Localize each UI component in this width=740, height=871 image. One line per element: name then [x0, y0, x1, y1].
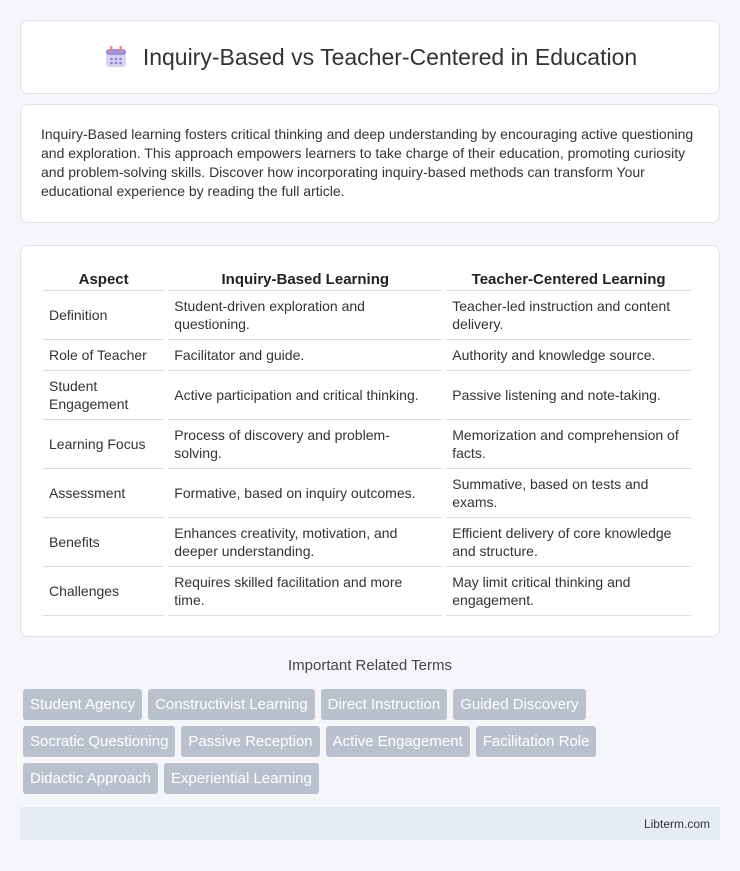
header: [103, 44, 637, 71]
teacher-cell: Teacher-led instruction and content delivery.: [446, 291, 691, 340]
table-row: [43, 291, 691, 340]
inquiry-cell: Formative, based on inquiry outcomes.: [168, 469, 442, 518]
inquiry-cell: Student-driven exploration and questioning.: [168, 291, 442, 340]
tag-facilitation-role[interactable]: Facilitation Role: [476, 726, 597, 757]
header-inquiry-based: Inquiry-Based Learning: [168, 264, 442, 291]
aspect-cell: Definition: [43, 291, 164, 340]
inquiry-cell: Active participation and critical thinking.: [168, 371, 442, 420]
page-title: Inquiry-Based vs Teacher-Centered in Education: [142, 43, 638, 70]
inquiry-cell: Facilitator and guide.: [168, 340, 442, 371]
aspect-cell: Role of Teacher: [43, 340, 164, 371]
footer-site-link[interactable]: Libterm.com: [643, 816, 710, 831]
header-aspect: Aspect: [43, 264, 164, 291]
tag-guided-discovery[interactable]: Guided Discovery: [453, 689, 585, 720]
footer: [20, 807, 720, 840]
header-card: [20, 20, 720, 94]
teacher-cell: Memorization and comprehension of facts.: [446, 420, 691, 469]
tag-didactic-approach[interactable]: Didactic Approach: [23, 763, 158, 794]
inquiry-cell: Process of discovery and problem-solving.: [168, 420, 442, 469]
comparison-card: [20, 245, 720, 637]
tag-active-engagement[interactable]: Active Engagement: [326, 726, 470, 757]
aspect-cell: Student Engagement: [43, 371, 164, 420]
aspect-cell: Challenges: [43, 567, 164, 616]
tag-row: [23, 726, 723, 757]
teacher-cell: Efficient delivery of core knowledge and structure.: [446, 518, 691, 567]
tag-socratic-questioning[interactable]: Socratic Questioning: [23, 726, 175, 757]
table-row: [43, 371, 691, 420]
tag-passive-reception[interactable]: Passive Reception: [181, 726, 319, 757]
table-row: [43, 518, 691, 567]
comparison-table: [39, 264, 695, 616]
teacher-cell: Summative, based on tests and exams.: [446, 469, 691, 518]
tag-row: [23, 763, 723, 794]
aspect-cell: Assessment: [43, 469, 164, 518]
related-terms: [23, 689, 723, 800]
teacher-cell: Authority and knowledge source.: [446, 340, 691, 371]
table-header-row: [43, 264, 691, 291]
inquiry-cell: Requires skilled facilitation and more time.: [168, 567, 442, 616]
tag-row: [23, 689, 723, 720]
aspect-cell: Benefits: [43, 518, 164, 567]
intro-text: Inquiry-Based learning fosters critical thinking and deep understanding by encouraging active questioning and exploration. This approach empowers learners to take charge of their education, promoting curiosity and problem-solving skills. Discover how incorporating inquiry-based methods can transform Your educational experience by reading the full article.: [41, 126, 694, 199]
inquiry-cell: Enhances creativity, motivation, and deeper understanding.: [168, 518, 442, 567]
teacher-cell: May limit critical thinking and engagement.: [446, 567, 691, 616]
table-row: [43, 567, 691, 616]
table-row: [43, 340, 691, 371]
tag-experiential-learning[interactable]: Experiential Learning: [164, 763, 319, 794]
table-row: [43, 420, 691, 469]
intro-card: [20, 104, 720, 223]
tag-direct-instruction[interactable]: Direct Instruction: [321, 689, 448, 720]
tag-constructivist-learning[interactable]: Constructivist Learning: [148, 689, 315, 720]
teacher-cell: Passive listening and note-taking.: [446, 371, 691, 420]
header-teacher-centered: Teacher-Centered Learning: [446, 264, 691, 291]
tag-student-agency[interactable]: Student Agency: [23, 689, 142, 720]
related-terms-title: Important Related Terms: [288, 657, 452, 674]
calendar-icon: [103, 44, 129, 70]
table-row: [43, 469, 691, 518]
aspect-cell: Learning Focus: [43, 420, 164, 469]
